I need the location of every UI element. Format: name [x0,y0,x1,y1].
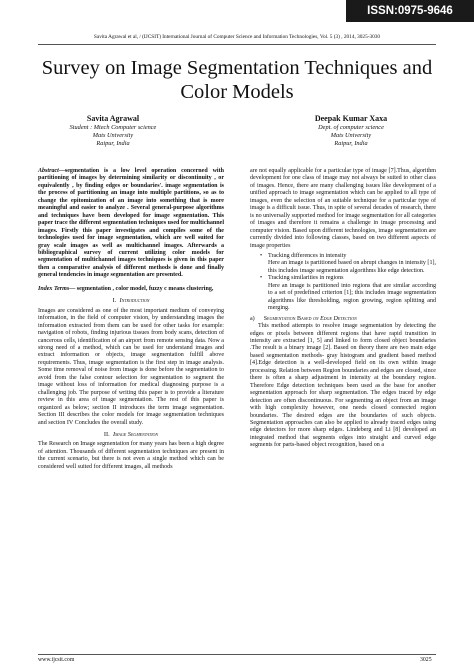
list-item [268,275,436,312]
right-column-text: are not equally applicable for a particular type of image [7].Thus, algorithm development for one class of image may not always be suited to other class of images. Hence, there are many challenging issues like development of a unified approach to image segmentation which can be applied to all type of images, even the selection of an suitable technique for a particular type of image is a difficult issue. Thus, in spite of several decades of research, there is no universally supported method for image segmentation for all categories of images and therefore it remains a challenge in image processing and computer vision. Based upon different technologies, image segmentation are currently divided into following classes, based on two different aspects of image properties [250,168,436,249]
author-city: Raipur, India [96,140,130,148]
page-number: 3025 [420,657,432,663]
edge-detection-text: This method attempts to resolve image segmentation by detecting the edges or pixels between different regions that have rapid transition in intensity are extracted [1, 5] and linked to form closed object boundaries .The result is a binary image [2]. Based on theory there are two main edge based segmentation methods- gray histogram and gradient based method [4].Edge detection is a well-developed field on its own within image processing. Relation between Region boundaries and edges are closed, since there is often a sharp adjustment in intensity at the boundary region. Therefore Edge detection techniques been used as the base for another segmentation approach for sharp segmentation. The edges traced by edge detection are often discontinuous. For segmenting an object from an image with high complexity however, one needs closed connected region boundaries. The desired edges are the boundaries of such objects. Segmentation approaches can also be applied to already traced edges using edge detectors for more sharp edges. Lindeberg and Li [8] developed an integrated method that segments edges into straight and curved edge segments for parts-based object recognition, based on a [250,323,436,449]
abstract [38,168,224,280]
right-column [250,168,436,450]
section-number: II. [103,430,110,438]
section-heading-introduction [38,297,224,304]
author-role: Dept. of computer science [318,124,384,131]
author-city: Raipur, India [334,140,368,148]
footer-url: www.ijcsit.com [38,657,75,663]
bullet-head: Tracking differences in intensity [268,252,347,259]
index-terms-text: — segmentation , color model, fuzzy c means clustering, [69,285,214,292]
left-column [38,168,224,471]
running-head: Savita Agrawal et al, / (IJCSIT) International Journal of Computer Science and Information Technologies, Vol. 5 (3) , 2014, 3025-3030 [93,34,381,40]
subsection-label: a) [250,315,255,322]
author-org: Mats University [330,132,372,140]
subsection-heading-edge [250,316,436,323]
footer-rule [38,654,436,655]
index-terms-label: Index Terms [38,285,70,292]
issn-banner: ISSN:0975-9646 [346,0,474,22]
section-title: Introduction [119,297,150,305]
abstract-text: —segmentation is a low level operation concerned with partitioning of images by determining similarity or discontinuity , or equivalently , by finding edges or boundaries'. image segmentation is the process of partitioning an image into multiple partitions, so as to change the epitomization of an image into something that is more meaningful and easier to analyze . Several general-purpose algorithms and techniques have been developed for image segmentation. This paper trace the different segmentation techniques used for multichannel images. Firstly this paper investigates and compiles some of the technologies used for image segmentation, which are well suited for gray scale images as well as multichannel images. Afterwards a bibliographical survey of current utilizing color models for segmentation of multichannel images techniques is given in this paper then a comparative analysis of different methods is done and finally general tendencies in image segmentation are presented. [38,168,224,279]
list-item [268,253,436,275]
abstract-label: Abstract [38,168,59,174]
bullet-list [250,253,436,313]
paper-title: Survey on Image Segmentation Techniques and Color Models [41,57,433,103]
section-title: Image Segmentation [112,430,159,438]
author-name: Savita Agrawal [86,114,140,123]
subsection-title: Segmentation Based [263,315,312,322]
author-name: Deepak Kumar Xaxa [314,114,388,123]
section-number: I. [112,297,117,305]
image-segmentation-text: The Research on Image segmentation for many years has been a high degree of attention. Thousands of different segmentation techniques are present in the current scenario, but there is not even a single method which can be considered well suited for different images, all methods [38,441,224,470]
author-role: Student : Mtech Computer science [69,124,157,131]
header-rule [38,44,436,45]
introduction-text: Images are considered as one of the most important medium of conveying information, in the field of computer vision, by understanding images the information extracted from them can be used for other tasks for example: navigation of robots, finding injurious tissues from body scans, detection of cancerous cells, identification of an airport from remote sensing data. Now a strong need of a method, which can be used for understand images and extract information or objects, image segmentation fulfill above requirements. Thus, image segmentation is the first step in image analysis. Some time removal of noise from image is done before the segmentation to avoid from the false contour selection for segmentation to segment the image without loss of information for medical diagnosing purpose is a challenging job. The purpose of writing this paper is to provide a literature review in this area of image segmentation. The rest of this paper is organized as below; section II introduces the term image segmentation. Section III describes the color models for image segmentation techniques and section IV Concludes the overall study. [38,307,224,426]
author-block-2 [266,114,436,149]
author-org: Mats University [92,132,134,140]
bullet-text: Here an image is partitioned based on abrupt changes in intensity [1], this includes image segmentation algorithms like edge detection. [268,260,436,274]
index-terms [38,286,224,293]
subsection-title-italic: on Edge Detection [313,315,357,322]
author-block-1 [28,114,198,149]
bullet-head: Tracking similarities in regions [268,275,344,282]
bullet-text: Here an image is partitioned into regions that are similar according to a set of predefined criterion [1]; this includes image segmentation algorithms like thresholding, region growing, region splitting and merging. [268,282,436,312]
section-heading-image-segmentation [38,431,224,438]
